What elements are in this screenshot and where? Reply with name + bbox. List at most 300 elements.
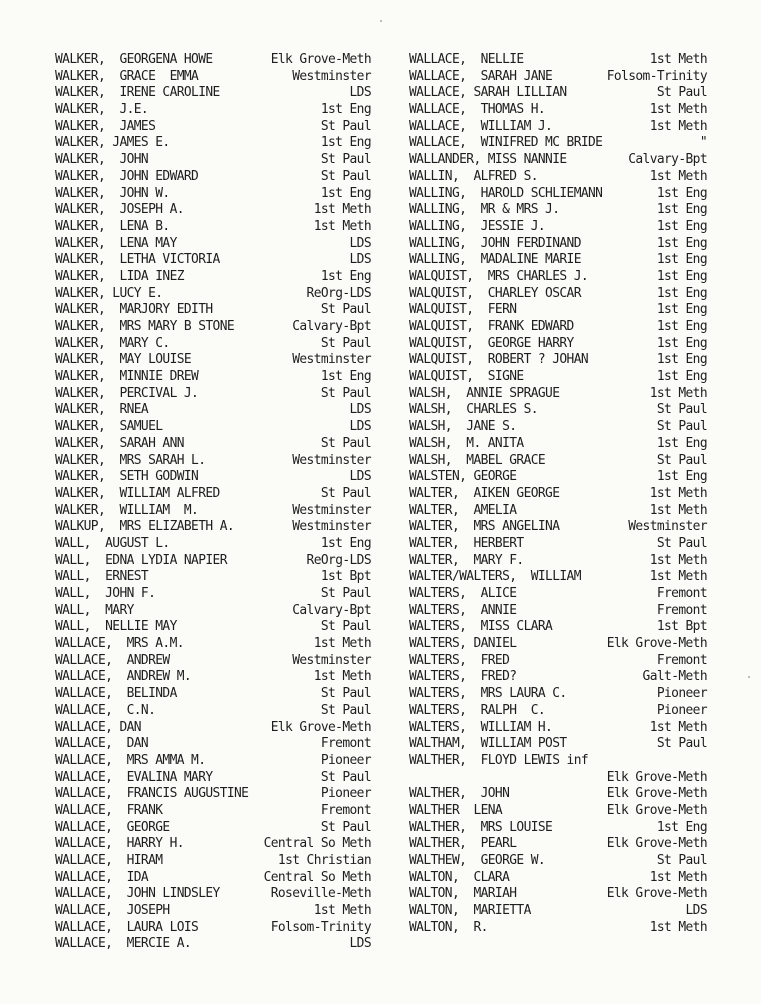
entry-name: WALTHER, PEARL bbox=[409, 836, 517, 852]
entry-church: St Paul bbox=[656, 535, 707, 551]
entry-name: WALLACE, EVALINA MARY bbox=[55, 769, 213, 785]
entry-church: 1st Eng bbox=[656, 352, 707, 368]
entry-church: St Paul bbox=[320, 435, 371, 451]
list-item bbox=[409, 486, 707, 503]
entry-name: WALLACE, IDA bbox=[55, 869, 149, 885]
entry-church: 1st Eng bbox=[320, 369, 371, 385]
list-item bbox=[409, 252, 707, 269]
list-item bbox=[409, 686, 707, 703]
entry-church: 1st Meth bbox=[649, 552, 707, 568]
entry-church: 1st Eng bbox=[656, 252, 707, 268]
entry-name: WALTERS, ALICE bbox=[409, 586, 517, 601]
list-item bbox=[55, 252, 371, 269]
entry-church: St Paul bbox=[656, 853, 707, 868]
entry-church: Elk Grove-Meth bbox=[606, 836, 707, 852]
entry-church: 1st Eng bbox=[656, 302, 707, 318]
entry-church: 1st Meth bbox=[649, 719, 707, 735]
list-item bbox=[409, 836, 707, 853]
entry-name: WALTERS, DANIEL bbox=[409, 636, 517, 652]
list-item bbox=[409, 536, 707, 553]
list-item bbox=[55, 669, 371, 686]
entry-church: Westminster bbox=[292, 68, 371, 84]
list-item bbox=[55, 720, 371, 737]
entry-name: WALLACE, BELINDA bbox=[55, 686, 177, 702]
entry-church: St Paul bbox=[320, 485, 371, 501]
entry-church: 1st Eng bbox=[320, 268, 371, 284]
list-item bbox=[55, 336, 371, 353]
list-item bbox=[55, 603, 371, 620]
list-item bbox=[55, 319, 371, 336]
list-item bbox=[55, 853, 371, 870]
entry-church: 1st Meth bbox=[649, 168, 707, 184]
entry-church: 1st Eng bbox=[656, 268, 707, 284]
list-item bbox=[55, 302, 371, 319]
list-item bbox=[409, 236, 707, 253]
entry-name: WALTER, AIKEN GEORGE bbox=[409, 485, 560, 501]
list-item bbox=[55, 102, 371, 119]
entry-name: WALLING, MADALINE MARIE bbox=[409, 252, 581, 268]
entry-name: WALTERS, ANNIE bbox=[409, 602, 517, 618]
entry-name: WALL, EDNA LYDIA NAPIER bbox=[55, 552, 227, 568]
entry-church: 1st Meth bbox=[649, 102, 707, 118]
entry-name: WALKER, IRENE CAROLINE bbox=[55, 85, 220, 101]
list-item bbox=[409, 302, 707, 319]
entry-church: Fremont bbox=[320, 736, 371, 752]
entry-church: Calvary-Bpt bbox=[292, 602, 371, 618]
entry-church: St Paul bbox=[320, 335, 371, 351]
list-item bbox=[55, 469, 371, 486]
entry-name: WALLING, JOHN FERDINAND bbox=[409, 235, 581, 251]
entry-name: WALKER, PERCIVAL J. bbox=[55, 385, 199, 401]
list-item bbox=[55, 186, 371, 203]
entry-name: WALSH, CHARLES S. bbox=[409, 402, 538, 418]
entry-name: WALL, NELLIE MAY bbox=[55, 619, 177, 635]
entry-name: WALTER, HERBERT bbox=[409, 535, 524, 551]
list-item bbox=[55, 386, 371, 403]
entry-name: WALKER, SAMUEL bbox=[55, 419, 163, 435]
entry-church: 1st Meth bbox=[649, 485, 707, 501]
entry-name: WALQUIST, CHARLEY OSCAR bbox=[409, 285, 581, 301]
list-item bbox=[409, 169, 707, 186]
entry-name: WALL, ERNEST bbox=[55, 569, 149, 585]
list-item bbox=[55, 503, 371, 520]
entry-name: WALKER, SARAH ANN bbox=[55, 435, 184, 451]
entry-name: WALLACE, SARAH LILLIAN bbox=[409, 85, 567, 101]
list-item bbox=[409, 519, 707, 536]
list-item bbox=[55, 903, 371, 920]
list-item bbox=[409, 202, 707, 219]
list-item bbox=[409, 720, 707, 737]
entry-name: WALKER, GRACE EMMA bbox=[55, 68, 199, 84]
entry-church: LDS bbox=[349, 235, 371, 251]
entry-name: WALTHEW, GEORGE W. bbox=[409, 853, 546, 868]
list-item bbox=[55, 152, 371, 169]
entry-church: Fremont bbox=[656, 652, 707, 668]
entry-name: WALTERS, FRED? bbox=[409, 669, 517, 685]
list-item bbox=[409, 586, 707, 603]
list-item bbox=[55, 536, 371, 553]
list-item bbox=[55, 402, 371, 419]
entry-church: 1st Eng bbox=[656, 369, 707, 385]
entry-name: WALKER, MARJORY EDITH bbox=[55, 302, 213, 318]
entry-church: St Paul bbox=[656, 452, 707, 468]
list-item bbox=[409, 336, 707, 353]
entry-name: WALLING, HAROLD SCHLIEMANN bbox=[409, 185, 603, 201]
entry-name: WALLACE, THOMAS H. bbox=[409, 102, 546, 118]
entry-name: WALLACE, C.N. bbox=[55, 702, 156, 718]
entry-church: 1st Meth bbox=[313, 669, 371, 685]
entry-name: WALKER, JOHN EDWARD bbox=[55, 168, 199, 184]
list-item bbox=[409, 152, 707, 169]
entry-church: Roseville-Meth bbox=[270, 886, 371, 902]
list-item bbox=[55, 419, 371, 436]
entry-church: 1st Meth bbox=[649, 502, 707, 518]
entry-name: WALLACE, JOHN LINDSLEY bbox=[55, 886, 220, 902]
entry-church: ReOrg-LDS bbox=[306, 552, 371, 568]
list-item bbox=[409, 853, 707, 870]
entry-church: St Paul bbox=[320, 385, 371, 401]
entry-name: WALKER, JOSEPH A. bbox=[55, 202, 184, 218]
entry-church: " bbox=[699, 135, 707, 151]
list-item bbox=[409, 419, 707, 436]
entry-church: St Paul bbox=[320, 819, 371, 835]
entry-name: WALLACE, FRANK bbox=[55, 802, 163, 818]
entry-church: St Paul bbox=[656, 419, 707, 435]
entry-church: 1st Eng bbox=[656, 235, 707, 251]
entry-name: WALKER, JAMES E. bbox=[55, 135, 170, 151]
list-item bbox=[409, 636, 707, 653]
list-item bbox=[55, 119, 371, 136]
list-item bbox=[55, 736, 371, 753]
entry-church: 1st Meth bbox=[313, 636, 371, 652]
entry-church: St Paul bbox=[656, 85, 707, 101]
entry-name: WALL, MARY bbox=[55, 602, 134, 618]
entry-name: WALSH, M. ANITA bbox=[409, 435, 524, 451]
list-item bbox=[55, 135, 371, 152]
entry-name: WALTERS, MRS LAURA C. bbox=[409, 686, 567, 702]
entry-church: 1st Meth bbox=[649, 869, 707, 885]
entry-church: 1st Eng bbox=[320, 185, 371, 201]
list-item bbox=[55, 169, 371, 186]
entry-church: Westminster bbox=[292, 519, 371, 535]
entry-name: WALKER, WILLIAM ALFRED bbox=[55, 485, 220, 501]
entry-name: WALSTEN, GEORGE bbox=[409, 469, 517, 485]
list-item bbox=[409, 52, 707, 69]
entry-church: Westminster bbox=[292, 352, 371, 368]
left-column bbox=[55, 52, 371, 953]
entry-church: Fremont bbox=[656, 586, 707, 601]
entry-church: 1st Meth bbox=[649, 385, 707, 401]
entry-name: WALKER, LENA B. bbox=[55, 218, 170, 234]
list-item bbox=[409, 870, 707, 887]
entry-name: WALKER, MRS MARY B STONE bbox=[55, 319, 235, 334]
entry-church: St Paul bbox=[320, 769, 371, 785]
list-item bbox=[409, 603, 707, 620]
entry-church: Elk Grove-Meth bbox=[270, 719, 371, 735]
list-item bbox=[55, 786, 371, 803]
entry-church: 1st Meth bbox=[313, 903, 371, 919]
entry-church: Pioneer bbox=[656, 702, 707, 718]
list-item bbox=[409, 85, 707, 102]
entry-name: WALQUIST, FERN bbox=[409, 302, 517, 318]
entry-church: 1st Meth bbox=[649, 919, 707, 935]
entry-church: Elk Grove-Meth bbox=[606, 802, 707, 818]
entry-church: Folsom-Trinity bbox=[270, 919, 371, 935]
list-item bbox=[55, 269, 371, 286]
list-item bbox=[409, 770, 707, 787]
entry-name: WALTER/WALTERS, WILLIAM bbox=[409, 569, 581, 585]
list-item bbox=[55, 619, 371, 636]
entry-church: Central So Meth bbox=[263, 869, 371, 885]
entry-church: Fremont bbox=[656, 602, 707, 618]
list-item bbox=[409, 736, 707, 753]
list-item bbox=[409, 286, 707, 303]
list-item bbox=[409, 69, 707, 86]
entry-church: ReOrg-LDS bbox=[306, 285, 371, 301]
list-item bbox=[55, 936, 371, 953]
entry-name: WALLACE, NELLIE bbox=[409, 52, 524, 67]
list-item bbox=[409, 820, 707, 837]
entry-name: WALTHAM, WILLIAM POST bbox=[409, 736, 567, 752]
entry-church: LDS bbox=[685, 903, 707, 919]
entry-name: WALSH, ANNIE SPRAGUE bbox=[409, 385, 560, 401]
entry-church: 1st Eng bbox=[320, 135, 371, 151]
entry-church: Central So Meth bbox=[263, 836, 371, 852]
entry-name: WALLACE, ANDREW bbox=[55, 652, 170, 668]
entry-name: WALLACE, FRANCIS AUGUSTINE bbox=[55, 786, 249, 802]
entry-name: WALKER, GEORGENA HOWE bbox=[55, 52, 213, 67]
entry-church: Pioneer bbox=[320, 786, 371, 802]
list-item bbox=[55, 836, 371, 853]
entry-name: WALTON, R. bbox=[409, 919, 488, 935]
entry-church: 1st Eng bbox=[656, 335, 707, 351]
entry-church: 1st Meth bbox=[649, 52, 707, 67]
entry-name: WALTON, MARIAH bbox=[409, 886, 517, 902]
list-item bbox=[55, 653, 371, 670]
entry-name: WALKER, LUCY E. bbox=[55, 285, 163, 301]
entry-church: 1st Meth bbox=[313, 202, 371, 218]
entry-name: WALKER, WILLIAM M. bbox=[55, 502, 199, 518]
list-item bbox=[409, 386, 707, 403]
entry-name: WALKER, LENA MAY bbox=[55, 235, 177, 251]
list-item bbox=[55, 686, 371, 703]
entry-name: WALLACE, WILLIAM J. bbox=[409, 118, 553, 134]
entry-name: WALKER, RNEA bbox=[55, 402, 149, 418]
list-item bbox=[55, 920, 371, 937]
list-item bbox=[409, 319, 707, 336]
entry-church: Pioneer bbox=[320, 752, 371, 768]
list-item bbox=[55, 770, 371, 787]
right-column bbox=[409, 52, 707, 936]
list-item bbox=[409, 703, 707, 720]
entry-name: WALKER, MINNIE DREW bbox=[55, 369, 199, 385]
list-item bbox=[55, 886, 371, 903]
list-item bbox=[55, 569, 371, 586]
entry-name: WALLACE, MERCIE A. bbox=[55, 936, 192, 952]
entry-name: WALTER, MRS ANGELINA bbox=[409, 519, 560, 535]
entry-church: Calvary-Bpt bbox=[628, 152, 707, 168]
entry-name: WALQUIST, MRS CHARLES J. bbox=[409, 268, 589, 284]
list-item bbox=[409, 653, 707, 670]
entry-church: 1st Eng bbox=[320, 102, 371, 118]
list-item bbox=[409, 402, 707, 419]
entry-name: WALLACE, HARRY H. bbox=[55, 836, 184, 852]
list-item bbox=[409, 619, 707, 636]
list-item bbox=[409, 436, 707, 453]
entry-name: WALLACE, SARAH JANE bbox=[409, 68, 553, 84]
entry-church: St Paul bbox=[320, 702, 371, 718]
list-item bbox=[55, 519, 371, 536]
entry-church: 1st Eng bbox=[656, 819, 707, 835]
entry-church: 1st Bpt bbox=[656, 619, 707, 635]
entry-name: WALKER, SETH GODWIN bbox=[55, 469, 199, 485]
entry-church: LDS bbox=[349, 936, 371, 952]
list-item bbox=[55, 202, 371, 219]
entry-name: WALTERS, RALPH C. bbox=[409, 702, 546, 718]
list-item bbox=[409, 503, 707, 520]
entry-name: WALLACE, MRS AMMA M. bbox=[55, 752, 206, 768]
entry-name: WALQUIST, ROBERT ? JOHAN bbox=[409, 352, 589, 368]
entry-name: WALLACE, DAN bbox=[55, 719, 141, 735]
list-item bbox=[409, 186, 707, 203]
entry-name: WALKER, J.E. bbox=[55, 102, 149, 118]
entry-name: WALSH, JANE S. bbox=[409, 419, 517, 435]
entry-church: 1st Eng bbox=[320, 535, 371, 551]
list-item bbox=[409, 669, 707, 686]
list-item bbox=[409, 102, 707, 119]
entry-church: St Paul bbox=[320, 168, 371, 184]
entry-church: St Paul bbox=[320, 152, 371, 168]
entry-name: WALKER, MARY C. bbox=[55, 335, 170, 351]
entry-church: Elk Grove-Meth bbox=[606, 769, 707, 785]
entry-church: 1st Christian bbox=[277, 853, 371, 868]
entry-name: WALSH, MABEL GRACE bbox=[409, 452, 546, 468]
entry-church: St Paul bbox=[320, 302, 371, 318]
entry-name: WALTERS, WILLIAM H. bbox=[409, 719, 553, 735]
entry-church: Elk Grove-Meth bbox=[606, 636, 707, 652]
list-item bbox=[409, 369, 707, 386]
entry-church: 1st Eng bbox=[656, 285, 707, 301]
list-item bbox=[55, 85, 371, 102]
entry-name: WALLACE, HIRAM bbox=[55, 853, 163, 868]
entry-name: WALLING, JESSIE J. bbox=[409, 218, 546, 234]
entry-name: WALKER, LETHA VICTORIA bbox=[55, 252, 220, 268]
entry-church: Galt-Meth bbox=[642, 669, 707, 685]
list-item bbox=[409, 803, 707, 820]
entry-church: St Paul bbox=[656, 402, 707, 418]
entry-church: LDS bbox=[349, 402, 371, 418]
list-item bbox=[55, 453, 371, 470]
entry-church: 1st Eng bbox=[656, 185, 707, 201]
entry-name: WALLACE, MRS A.M. bbox=[55, 636, 184, 652]
list-item bbox=[55, 820, 371, 837]
entry-church: 1st Eng bbox=[656, 319, 707, 334]
list-item bbox=[409, 219, 707, 236]
entry-name: WALKER, MAY LOUISE bbox=[55, 352, 192, 368]
list-item bbox=[55, 436, 371, 453]
entry-church: Fremont bbox=[320, 802, 371, 818]
list-item bbox=[55, 753, 371, 770]
entry-name: WALLING, MR & MRS J. bbox=[409, 202, 560, 218]
entry-name: WALTON, MARIETTA bbox=[409, 903, 531, 919]
list-item bbox=[55, 352, 371, 369]
entry-church: 1st Eng bbox=[656, 435, 707, 451]
list-item bbox=[55, 553, 371, 570]
entry-name: WALTHER, MRS LOUISE bbox=[409, 819, 553, 835]
list-item bbox=[55, 219, 371, 236]
entry-name: WALKER, JAMES bbox=[55, 118, 156, 134]
entry-name: WALTHER LENA bbox=[409, 802, 503, 818]
entry-name: WALKUP, MRS ELIZABETH A. bbox=[55, 519, 235, 535]
list-item bbox=[55, 486, 371, 503]
entry-church: St Paul bbox=[320, 118, 371, 134]
entry-church: LDS bbox=[349, 252, 371, 268]
entry-name: WALLANDER, MISS NANNIE bbox=[409, 152, 567, 168]
list-item bbox=[409, 920, 707, 937]
list-item bbox=[55, 236, 371, 253]
entry-church: Pioneer bbox=[656, 686, 707, 702]
entry-name: WALTER, AMELIA bbox=[409, 502, 517, 518]
entry-name: WALLACE, GEORGE bbox=[55, 819, 170, 835]
list-item bbox=[55, 369, 371, 386]
entry-name: WALTHER, JOHN bbox=[409, 786, 510, 802]
entry-church: St Paul bbox=[320, 619, 371, 635]
entry-name: WALTER, MARY F. bbox=[409, 552, 524, 568]
list-item bbox=[409, 469, 707, 486]
entry-church: 1st Meth bbox=[649, 118, 707, 134]
list-item bbox=[55, 636, 371, 653]
entry-church: LDS bbox=[349, 419, 371, 435]
list-item bbox=[55, 703, 371, 720]
entry-name: WALTHER, FLOYD LEWIS inf bbox=[409, 752, 589, 768]
entry-church: Calvary-Bpt bbox=[292, 319, 371, 334]
entry-church: Westminster bbox=[292, 502, 371, 518]
list-item bbox=[409, 135, 707, 152]
entry-name: WALKER, JOHN W. bbox=[55, 185, 170, 201]
list-item bbox=[55, 870, 371, 887]
entry-church: Westminster bbox=[292, 452, 371, 468]
entry-church: St Paul bbox=[320, 686, 371, 702]
entry-name: WALQUIST, GEORGE HARRY bbox=[409, 335, 574, 351]
entry-church: Elk Grove-Meth bbox=[270, 52, 371, 67]
entry-name: WALTERS, MISS CLARA bbox=[409, 619, 553, 635]
list-item bbox=[409, 453, 707, 470]
entry-name: WALQUIST, SIGNE bbox=[409, 369, 524, 385]
entry-church: Westminster bbox=[292, 652, 371, 668]
entry-name: WALLACE, LAURA LOIS bbox=[55, 919, 199, 935]
scan-speck bbox=[748, 676, 750, 678]
list-item bbox=[409, 269, 707, 286]
entry-name: WALQUIST, FRANK EDWARD bbox=[409, 319, 574, 334]
entry-church: LDS bbox=[349, 469, 371, 485]
entry-church: St Paul bbox=[656, 736, 707, 752]
list-item bbox=[409, 786, 707, 803]
entry-name: WALKER, LIDA INEZ bbox=[55, 268, 184, 284]
list-item bbox=[409, 753, 707, 770]
list-item bbox=[409, 886, 707, 903]
entry-church: 1st Eng bbox=[656, 218, 707, 234]
entry-name: WALLACE, JOSEPH bbox=[55, 903, 170, 919]
list-item bbox=[55, 586, 371, 603]
entry-name: WALKER, JOHN bbox=[55, 152, 149, 168]
list-item bbox=[55, 803, 371, 820]
entry-church: Folsom-Trinity bbox=[606, 68, 707, 84]
entry-name: WALLACE, WINIFRED MC BRIDE bbox=[409, 135, 603, 151]
list-item bbox=[55, 52, 371, 69]
list-item bbox=[409, 569, 707, 586]
scan-speck bbox=[380, 20, 382, 22]
entry-name: WALL, AUGUST L. bbox=[55, 535, 170, 551]
